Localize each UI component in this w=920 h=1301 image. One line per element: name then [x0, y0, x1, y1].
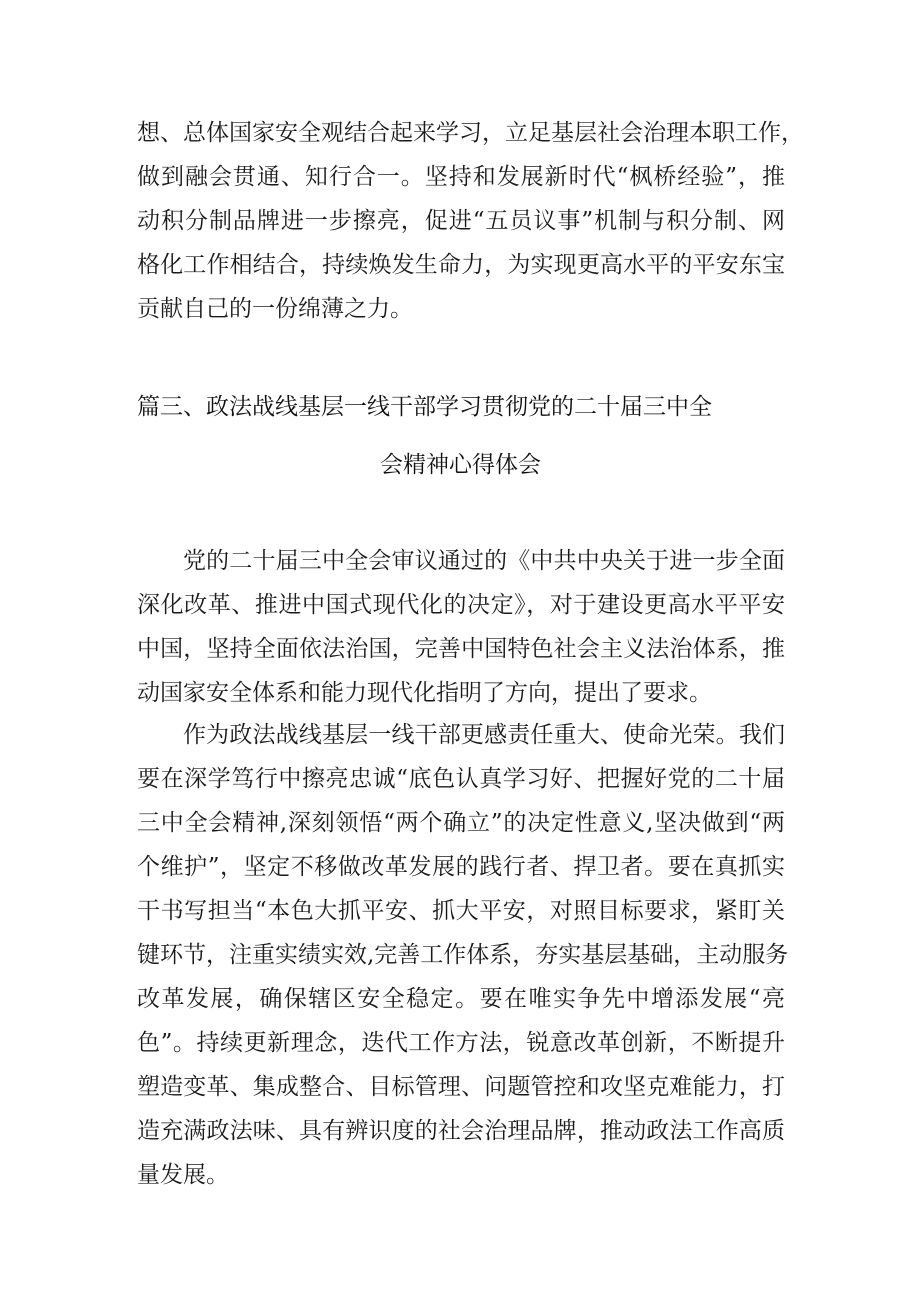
paragraph-line: 做到融会贯通、知行合一。坚持和发展新时代“枫桥经验”，推 [137, 164, 785, 190]
paragraph-line: 改革发展，确保辖区安全稳定。要在唯实争先中增添发展“亮 [137, 986, 785, 1012]
paragraph-line: 想、总体国家安全观结合起来学习，立足基层社会治理本职工作， [137, 120, 804, 146]
paragraph-line: 量发展。 [137, 1162, 229, 1188]
paragraph-line: 动积分制品牌进一步擦亮，促进“五员议事”机制与积分制、网 [137, 208, 785, 234]
paragraph-line: 党的二十届三中全会审议通过的《中共中央关于进一步全面 [183, 548, 785, 574]
paragraph-line: 干书写担当“本色大抓平安、抓大平安，对照目标要求，紧盯关 [137, 898, 785, 924]
paragraph-line: 作为政法战线基层一线干部更感责任重大、使命光荣。我们 [183, 722, 785, 748]
paragraph-line: 色”。持续更新理念，迭代工作方法，锐意改革创新，不断提升 [137, 1030, 785, 1056]
paragraph-line: 三中全会精神,深刻领悟“两个确立”的决定性意义,坚决做到“两 [137, 810, 785, 836]
paragraph-line: 要在深学笃行中擦亮忠诚“底色认真学习好、把握好党的二十届 [137, 766, 785, 792]
paragraph-line: 塑造变革、集成整合、目标管理、问题管控和攻坚克难能力，打 [137, 1074, 785, 1100]
paragraph-line: 动国家安全体系和能力现代化指明了方向，提出了要求。 [137, 680, 712, 706]
paragraph-line: 中国，坚持全面依法治国，完善中国特色社会主义法治体系，推 [137, 636, 785, 662]
paragraph-line: 键环节，注重实绩实效,完善工作体系，夯实基层基础，主动服务 [137, 942, 789, 968]
paragraph-line: 个维护”，坚定不移做改革发展的践行者、捍卫者。要在真抓实 [137, 854, 785, 880]
paragraph-line: 贡献自己的一份绵薄之力。 [137, 296, 413, 322]
paragraph-line: 格化工作相结合，持续焕发生命力，为实现更高水平的平安东宝 [137, 252, 785, 278]
section-title-line-2: 会精神心得体会 [380, 452, 541, 478]
paragraph-line: 深化改革、推进中国式现代化的决定》，对于建设更高水平平安 [137, 592, 785, 618]
section-title-line-1: 篇三、政法战线基层一线干部学习贯彻党的二十届三中全 [137, 394, 712, 420]
paragraph-line: 造充满政法味、具有辨识度的社会治理品牌，推动政法工作高质 [137, 1118, 785, 1144]
